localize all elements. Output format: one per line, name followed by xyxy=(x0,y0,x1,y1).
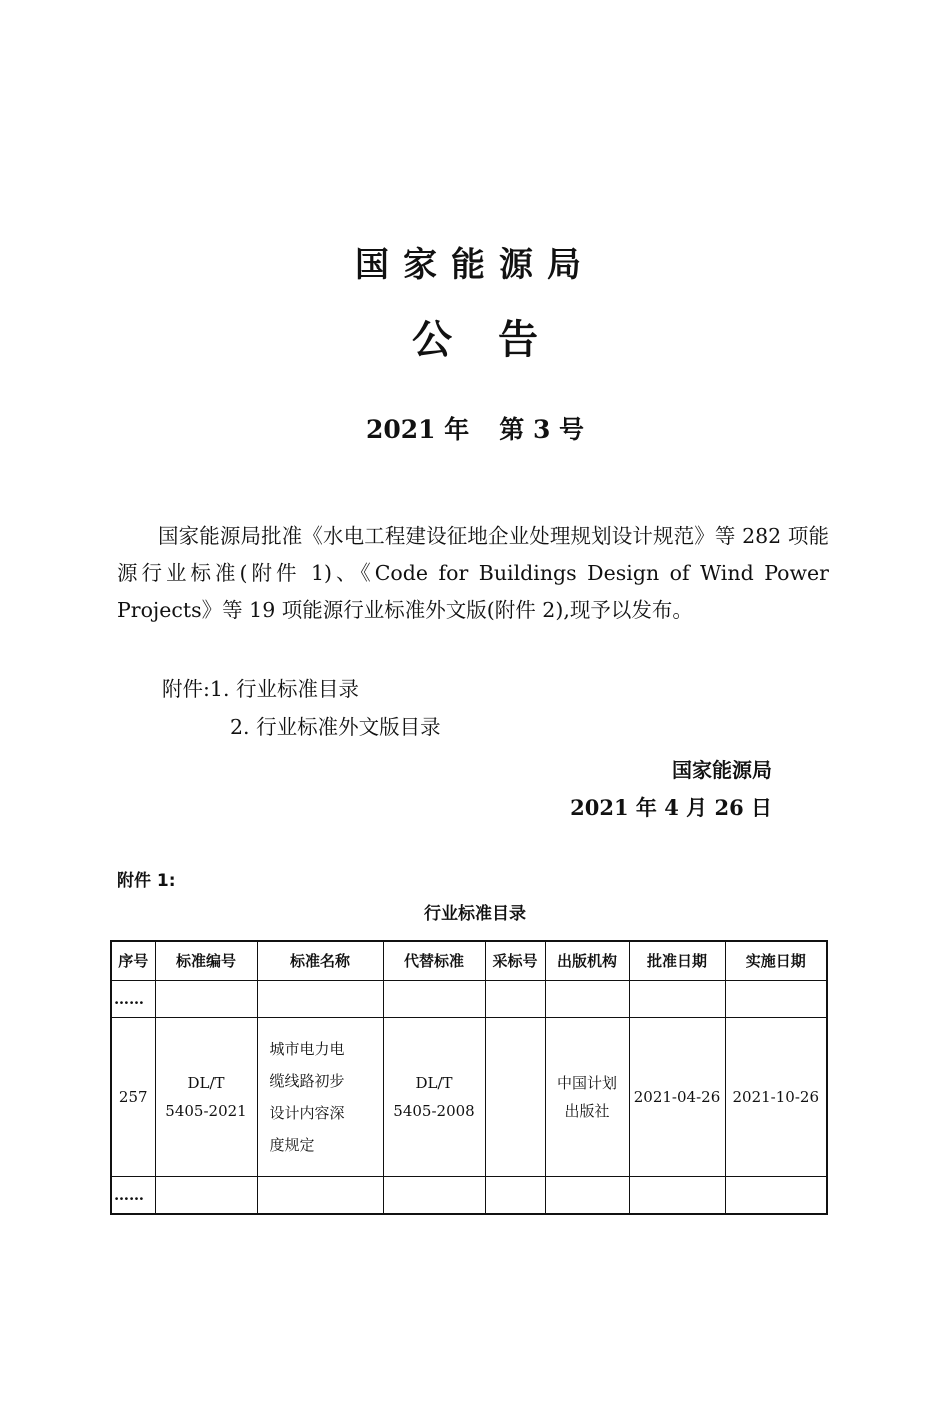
publisher-line: 出版社 xyxy=(564,1102,610,1120)
announcement-paragraph: 国家能源局批准《水电工程建设征地企业处理规划设计规范》等 282 项能源行业标准(附件 1)、《Code for Buildings Design of Wind Power Projects》等 19 项能源行业标准外文版(附件 2),现予以发布。 xyxy=(117,524,829,622)
attachment-line-2: 2. 行业标准外文版目录 xyxy=(230,715,441,739)
column-header: 代替标准 xyxy=(383,941,485,981)
document-year: 2021 年 xyxy=(365,415,470,444)
column-header: 标准名称 xyxy=(257,941,383,981)
std-number-line: DL/T xyxy=(187,1074,225,1092)
column-header: 标准编号 xyxy=(155,941,257,981)
signature-date: 2021 年 4 月 26 日 xyxy=(570,795,772,820)
adopted-number-cell xyxy=(485,1018,545,1177)
ellipsis-cell: …… xyxy=(111,981,155,1018)
column-header: 采标号 xyxy=(485,941,545,981)
replaces-line: DL/T xyxy=(415,1074,453,1092)
table-row-ellipsis-top xyxy=(111,981,827,1018)
std-name-cell xyxy=(257,1018,383,1177)
effective-date-cell: 2021-10-26 xyxy=(725,1018,827,1177)
std-name-line: 设计内容深 xyxy=(269,1104,345,1122)
document-type-title: 公告 xyxy=(412,317,584,363)
appendix-table-title: 行业标准目录 xyxy=(424,904,526,924)
table-row-ellipsis-bottom xyxy=(111,1177,827,1215)
std-number-line: 5405-2021 xyxy=(165,1102,247,1120)
document-issue-number: 第 3 号 xyxy=(499,415,585,444)
std-name-line: 城市电力电 xyxy=(269,1040,345,1058)
std-number-cell xyxy=(155,1018,257,1177)
attachment-line-1: 附件:1. 行业标准目录 xyxy=(162,677,359,701)
publisher-cell xyxy=(545,1018,629,1177)
standards-table xyxy=(110,940,828,1215)
replaces-line: 5405-2008 xyxy=(393,1102,475,1120)
column-header: 出版机构 xyxy=(545,941,629,981)
table-row xyxy=(111,1018,827,1177)
column-header: 实施日期 xyxy=(725,941,827,981)
approval-date-cell: 2021-04-26 xyxy=(629,1018,725,1177)
publisher-line: 中国计划 xyxy=(556,1074,617,1092)
signature-org: 国家能源局 xyxy=(672,758,772,782)
appendix-label: 附件 1: xyxy=(117,871,176,891)
table-header-row xyxy=(111,941,827,981)
std-name-line: 缆线路初步 xyxy=(269,1072,345,1090)
std-name-line: 度规定 xyxy=(269,1136,315,1154)
column-header: 序号 xyxy=(111,941,155,981)
seq-cell: 257 xyxy=(111,1018,155,1177)
document-number xyxy=(0,410,950,450)
ellipsis-cell: …… xyxy=(111,1177,155,1215)
column-header: 批准日期 xyxy=(629,941,725,981)
replaces-cell xyxy=(383,1018,485,1177)
issuing-org-title: 国家能源局 xyxy=(355,245,595,285)
